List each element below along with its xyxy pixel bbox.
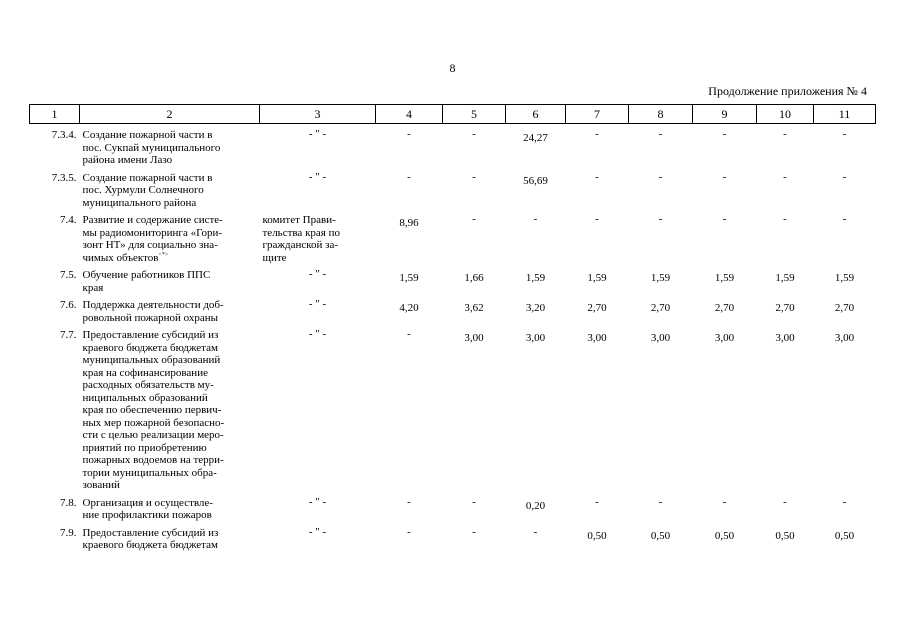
col-header: 1 [30,105,80,124]
executor [260,294,376,324]
table-row [30,522,876,552]
value-cell: - [595,213,599,225]
value-cell: - [658,170,663,183]
item-name [80,324,260,492]
item-name-text: пос. Хурмули Солнечного [82,184,204,196]
executor-line: - " - [308,128,327,140]
value-cell: - [533,525,538,538]
col-header: 11 [814,105,876,124]
item-name-line [83,417,257,430]
value-cell: - [472,170,476,183]
item-name-text: мы радиомониторинга «Гори- [82,226,223,239]
item-number: 7.4. [60,214,77,226]
header-row [30,105,876,124]
value-cell: 24,27 [523,132,548,144]
executor-line: гражданской за- [262,239,339,251]
executor [260,492,376,522]
executor-line: щите [262,251,287,264]
item-name-line [83,539,257,552]
table-row [30,324,876,492]
value-cell: - [595,128,599,140]
value-cell: 2,70 [714,302,735,314]
item-name-line [83,367,257,380]
item-name-text: ниципальных образований [82,391,208,404]
table-row [30,167,876,210]
table-row [30,492,876,522]
executor-line: - " - [308,495,327,508]
value-cell: - [722,170,727,183]
item-name-text: Развитие и содержание систе- [82,214,223,226]
item-name [80,124,260,167]
item-number: 7.9. [60,526,77,539]
value-cell: 0,20 [525,499,546,512]
item-name-text: приятий по приобретению [82,441,207,454]
item-name-line [83,282,257,295]
item-name-line [83,184,257,197]
value-cell: - [407,328,411,340]
value-cell: - [842,170,847,183]
value-cell: 1,59 [525,272,546,284]
item-name-text: пожарных водоемов на терри- [82,454,224,466]
col-header: 10 [757,105,814,124]
item-name-line [83,269,257,282]
item-name-text: ние профилактики пожаров [82,509,212,521]
item-name-line [83,214,257,227]
value-cell: - [722,495,727,508]
item-name-line [83,404,257,417]
executor-line: - " - [308,268,327,280]
item-name-text: ных мер пожарной безопасно- [82,416,225,429]
item-name-line [83,172,257,185]
item-name-text: зонт НТ» для социально зна- [82,239,218,251]
item-name [80,264,260,294]
executor [260,522,376,552]
table-row [30,294,876,324]
value-cell: - [842,128,847,140]
value-cell: - [472,128,476,140]
item-name-text: района имени Лазо [82,154,173,166]
value-cell: 2,70 [834,302,855,314]
page-number: 8 [449,61,456,75]
value-cell: - [472,495,476,508]
item-name-line [83,479,257,492]
value-cell: - [722,128,727,140]
col-header: 5 [443,105,506,124]
item-name-line [83,454,257,467]
item-name-text: сти с целью реализации меро- [82,429,224,441]
item-name-line [83,429,257,442]
value-cell: - [658,495,663,508]
item-name-line [83,392,257,405]
item-name-text: расходных обязательств му- [82,379,214,391]
value-cell: - [842,213,847,225]
value-cell: 0,50 [834,529,855,542]
value-cell: 1,59 [775,272,795,284]
executor-line: - " - [308,328,327,340]
value-cell: - [533,213,538,225]
item-name-text: Организация и осуществле- [82,496,213,509]
value-cell: 3,00 [834,332,855,344]
item-name-line [83,227,257,240]
value-cell: - [595,495,599,508]
item-name-text: пос. Сукпай муниципального [82,141,221,154]
col-header: 2 [80,105,260,124]
item-name [80,522,260,552]
item-number: 7.6. [60,299,77,311]
item-name-text: Обучение работников ППС [82,269,211,281]
item-number: 7.7. [60,329,77,341]
executor-line: - " - [308,525,327,538]
value-cell: - [783,170,787,183]
value-cell: 0,50 [775,529,795,542]
item-number: 7.8. [60,496,77,509]
executor [260,167,376,210]
value-cell: 2,70 [775,302,795,314]
appendix-caption: Продолжение приложения № 4 [708,84,867,98]
executor-line: - " - [308,298,327,310]
item-name [80,294,260,324]
item-number: 7.3.4. [51,129,77,141]
value-cell: - [595,170,599,183]
item-name-line [83,467,257,480]
item-number: 7.5. [60,269,77,281]
value-cell: 1,59 [834,272,855,284]
col-header: 7 [566,105,629,124]
value-cell: 2,70 [650,302,671,314]
item-name-text: тории муниципальных обра- [82,466,217,479]
item-name-line [83,239,257,252]
executor-line: - " - [308,170,327,183]
item-name-text: краевого бюджета бюджетам [82,341,218,354]
item-name-text: Поддержка деятельности доб- [82,299,224,311]
budget-table [29,104,876,552]
executor [260,209,376,264]
value-cell: - [407,170,411,183]
table-row [30,124,876,167]
item-name-line [83,442,257,455]
executor-line: комитет Прави- [262,214,336,226]
value-cell: 3,00 [464,332,484,344]
value-cell: 3,00 [587,332,607,344]
value-cell: 3,00 [714,332,735,344]
item-name-line [83,342,257,355]
value-cell: - [783,213,787,225]
value-cell: - [783,128,787,140]
value-cell: - [407,495,411,508]
value-cell: 1,59 [650,272,671,284]
item-name-line [83,154,257,167]
value-cell: 2,70 [587,302,607,314]
value-cell: - [407,525,411,538]
col-header: 8 [629,105,693,124]
item-name-line [83,129,257,142]
item-name-text: Предоставление субсидий из [82,526,219,539]
value-cell: 0,50 [714,529,735,542]
item-name-text: Создание пожарной части в [82,129,213,141]
item-name-line [83,497,257,510]
item-name-line [83,142,257,155]
executor [260,324,376,492]
value-cell: 1,66 [464,272,484,284]
value-cell: 3,00 [525,332,546,344]
col-header: 6 [506,105,566,124]
value-cell: 3,00 [650,332,671,344]
col-header: 3 [260,105,376,124]
item-name-text: чимых объектов [82,251,159,264]
value-cell: - [842,495,847,508]
value-cell: - [407,128,411,140]
value-cell: - [658,213,663,225]
value-cell: - [658,128,663,140]
col-header: 9 [693,105,757,124]
item-name-line [83,329,257,342]
item-name [80,492,260,522]
item-name [80,209,260,264]
executor [260,124,376,167]
executor-line: тельства края по [262,226,340,239]
value-cell: 1,59 [399,272,419,284]
item-name-line [83,252,257,265]
value-cell: - [783,495,787,508]
footnote-ref: <*> [158,251,169,258]
item-number: 7.3.5. [51,171,77,184]
item-name-line [83,312,257,325]
item-name [80,167,260,210]
item-name-text: края [82,281,104,294]
item-name-text: края на софинансирование [82,366,208,379]
item-name-line [83,527,257,540]
value-cell: 0,50 [650,529,671,542]
value-cell: 1,59 [714,272,735,284]
value-cell: 4,20 [399,302,419,314]
item-name-text: Создание пожарной части в [82,171,213,184]
value-cell: - [472,213,476,225]
value-cell: - [472,525,476,538]
table-row [30,209,876,264]
value-cell: 0,50 [587,529,607,542]
item-name-text: Предоставление субсидий из [82,329,219,341]
item-name-line [83,354,257,367]
item-name-text: муниципальных образований [82,354,221,366]
value-cell: - [722,213,727,225]
item-name-line [83,299,257,312]
item-name-text: края по обеспечению первич- [82,404,222,416]
item-name-line [83,379,257,392]
item-name-line [83,509,257,522]
value-cell: 3,62 [464,302,484,314]
table-row [30,264,876,294]
item-name-text: краевого бюджета бюджетам [82,539,218,551]
value-cell: 8,96 [399,217,419,229]
value-cell: 3,00 [775,332,795,344]
executor [260,264,376,294]
value-cell: 56,69 [523,174,548,187]
item-name-line [83,197,257,210]
value-cell: 3,20 [525,302,546,314]
value-cell: 1,59 [587,272,607,284]
item-name-text: зований [82,479,120,491]
item-name-text: муниципального района [82,196,197,209]
item-name-text: ровольной пожарной охраны [82,311,219,324]
col-header: 4 [376,105,443,124]
